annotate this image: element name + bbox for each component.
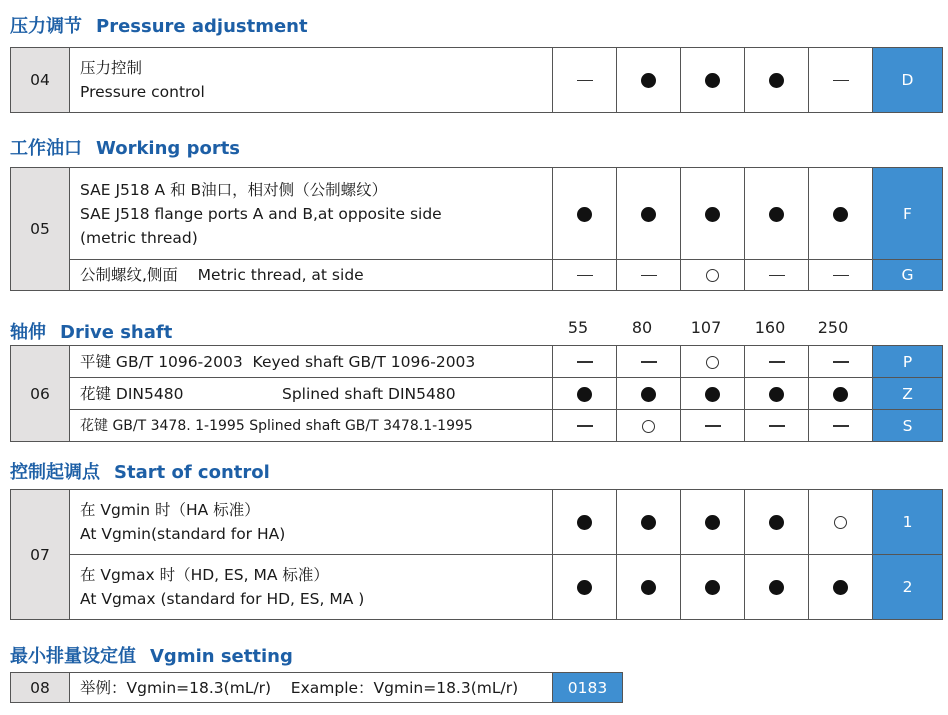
filled-dot-icon [769, 207, 784, 222]
heading-en: Working ports [96, 138, 241, 159]
mark-cell [617, 410, 681, 442]
table-row [11, 48, 943, 113]
filled-dot-icon [577, 580, 592, 595]
mark-cell [745, 48, 809, 113]
size-label: 107 [690, 318, 722, 337]
heading-cn: 工作油口 [10, 138, 82, 159]
mark-cell [745, 410, 809, 442]
filled-dot-icon [641, 207, 656, 222]
row-description [70, 410, 553, 442]
desc-cn: 在 Vgmax 时（HD, ES, MA 标准） [80, 566, 329, 584]
dash-icon [577, 80, 593, 82]
desc-en: Pressure control [80, 83, 205, 101]
desc-en: At Vgmin(standard for HA) [80, 525, 286, 543]
open-circle-icon [706, 356, 719, 369]
row-description [70, 555, 553, 620]
section-heading-ports [10, 134, 240, 160]
filled-dot-icon [705, 207, 720, 222]
filled-dot-icon [769, 515, 784, 530]
table-row [11, 260, 943, 291]
mark-cell [553, 490, 617, 555]
desc-en: At Vgmax (standard for HD, ES, MA ) [80, 590, 365, 608]
filled-dot-icon [577, 207, 592, 222]
mark-cell [617, 490, 681, 555]
dash-icon [833, 80, 849, 82]
table-row [11, 168, 943, 260]
mark-cell [553, 260, 617, 291]
desc-en: Metric thread, at side [197, 266, 364, 284]
row-code: 08 [11, 673, 70, 703]
row-description [70, 490, 553, 555]
desc-en: Splined shaft GB/T 3478.1-1995 [249, 417, 473, 434]
desc-line: SAE J518 A 和 B油口，相对侧（公制螺纹） [80, 180, 388, 199]
filled-dot-icon [577, 387, 592, 402]
section-heading-pressure [10, 12, 308, 38]
filled-dot-icon [833, 580, 848, 595]
table-row [11, 346, 943, 378]
mark-cell [617, 378, 681, 410]
filled-dot-icon [769, 580, 784, 595]
option-code: 2 [873, 555, 943, 620]
mark-cell [681, 48, 745, 113]
mark-cell [553, 346, 617, 378]
option-code: Z [873, 378, 943, 410]
row-description [70, 346, 553, 378]
filled-dot-icon [705, 580, 720, 595]
mark-cell [809, 346, 873, 378]
mark-cell [681, 378, 745, 410]
mark-cell [745, 168, 809, 260]
dash-icon [577, 361, 593, 363]
table-row [11, 410, 943, 442]
option-code: P [873, 346, 943, 378]
row-description [70, 378, 553, 410]
vgmin-table [10, 672, 623, 703]
mark-cell [553, 410, 617, 442]
mark-cell [681, 555, 745, 620]
option-code: S [873, 410, 943, 442]
dash-icon [641, 275, 657, 277]
option-code: F [873, 168, 943, 260]
table-row [11, 673, 623, 703]
heading-cn: 轴伸 [10, 322, 46, 343]
desc-cn: 在 Vgmin 时（HA 标准） [80, 501, 260, 519]
heading-cn: 压力调节 [10, 16, 82, 37]
filled-dot-icon [705, 387, 720, 402]
heading-en: Start of control [114, 462, 270, 483]
option-code: 0183 [553, 673, 623, 703]
mark-cell [745, 346, 809, 378]
dash-icon [577, 275, 593, 277]
mark-cell [809, 410, 873, 442]
dash-icon [769, 361, 785, 363]
mark-cell [617, 346, 681, 378]
size-label: 250 [817, 318, 849, 337]
filled-dot-icon [641, 73, 656, 88]
open-circle-icon [642, 420, 655, 433]
desc-cn: 平键 GB/T 1096-2003 [80, 352, 243, 371]
dash-icon [641, 361, 657, 363]
mark-cell [681, 260, 745, 291]
mark-cell [617, 168, 681, 260]
mark-cell [553, 168, 617, 260]
mark-cell [745, 555, 809, 620]
option-code: G [873, 260, 943, 291]
desc-en: Keyed shaft GB/T 1096-2003 [252, 352, 476, 371]
mark-cell [617, 260, 681, 291]
mark-cell [809, 168, 873, 260]
mark-cell [809, 378, 873, 410]
mark-cell [553, 378, 617, 410]
row-code: 07 [11, 490, 70, 620]
control-table [10, 489, 943, 620]
heading-en: Drive shaft [60, 322, 173, 343]
mark-cell [553, 555, 617, 620]
dash-icon [833, 361, 849, 363]
ports-table [10, 167, 943, 291]
filled-dot-icon [641, 515, 656, 530]
mark-cell [617, 48, 681, 113]
section-heading-control [10, 458, 270, 484]
dash-icon [769, 275, 785, 277]
desc-cn: 公制螺纹,侧面 [80, 266, 178, 284]
mark-cell [809, 48, 873, 113]
row-description: 举例：Vgmin=18.3(mL/r) Example：Vgmin=18.3(mL/r) [70, 673, 553, 703]
row-description [70, 260, 553, 291]
size-label: 160 [754, 318, 786, 337]
mark-cell [681, 410, 745, 442]
row-description [70, 48, 553, 113]
heading-en: Pressure adjustment [96, 16, 308, 37]
option-code: 1 [873, 490, 943, 555]
desc-line: SAE J518 flange ports A and B,at opposite side [80, 204, 442, 223]
dash-icon [577, 425, 593, 427]
desc-cn: 压力控制 [80, 59, 143, 77]
mark-cell [809, 490, 873, 555]
section-heading-shaft [10, 318, 172, 344]
heading-cn: 最小排量设定值 [10, 646, 136, 667]
desc-line: (metric thread) [80, 228, 198, 247]
open-circle-icon [706, 269, 719, 282]
shaft-table [10, 345, 943, 442]
size-label: 55 [567, 318, 589, 337]
mark-cell [681, 490, 745, 555]
mark-cell [809, 260, 873, 291]
heading-cn: 控制起调点 [10, 462, 100, 483]
dash-icon [833, 275, 849, 277]
mark-cell [553, 48, 617, 113]
pressure-table [10, 47, 943, 113]
row-code: 04 [11, 48, 70, 113]
option-code: D [873, 48, 943, 113]
mark-cell [745, 378, 809, 410]
mark-cell [617, 555, 681, 620]
mark-cell [809, 555, 873, 620]
filled-dot-icon [833, 387, 848, 402]
heading-en: Vgmin setting [150, 646, 293, 667]
filled-dot-icon [577, 515, 592, 530]
dash-icon [769, 425, 785, 427]
filled-dot-icon [769, 73, 784, 88]
dash-icon [833, 425, 849, 427]
filled-dot-icon [641, 580, 656, 595]
mark-cell [681, 346, 745, 378]
mark-cell [745, 490, 809, 555]
size-label: 80 [631, 318, 653, 337]
filled-dot-icon [705, 515, 720, 530]
dash-icon [705, 425, 721, 427]
filled-dot-icon [769, 387, 784, 402]
row-code: 05 [11, 168, 70, 291]
filled-dot-icon [641, 387, 656, 402]
mark-cell [745, 260, 809, 291]
mark-cell [681, 168, 745, 260]
row-description [70, 168, 553, 260]
desc-cn: 花键 DIN5480 [80, 384, 184, 403]
open-circle-icon [834, 516, 847, 529]
table-row [11, 555, 943, 620]
table-row [11, 490, 943, 555]
section-heading-vgmin [10, 642, 293, 668]
table-row [11, 378, 943, 410]
filled-dot-icon [705, 73, 720, 88]
row-code: 06 [11, 346, 70, 442]
filled-dot-icon [833, 207, 848, 222]
desc-cn: 花键 GB/T 3478. 1-1995 [80, 417, 245, 434]
desc-en: Splined shaft DIN5480 [282, 384, 456, 403]
